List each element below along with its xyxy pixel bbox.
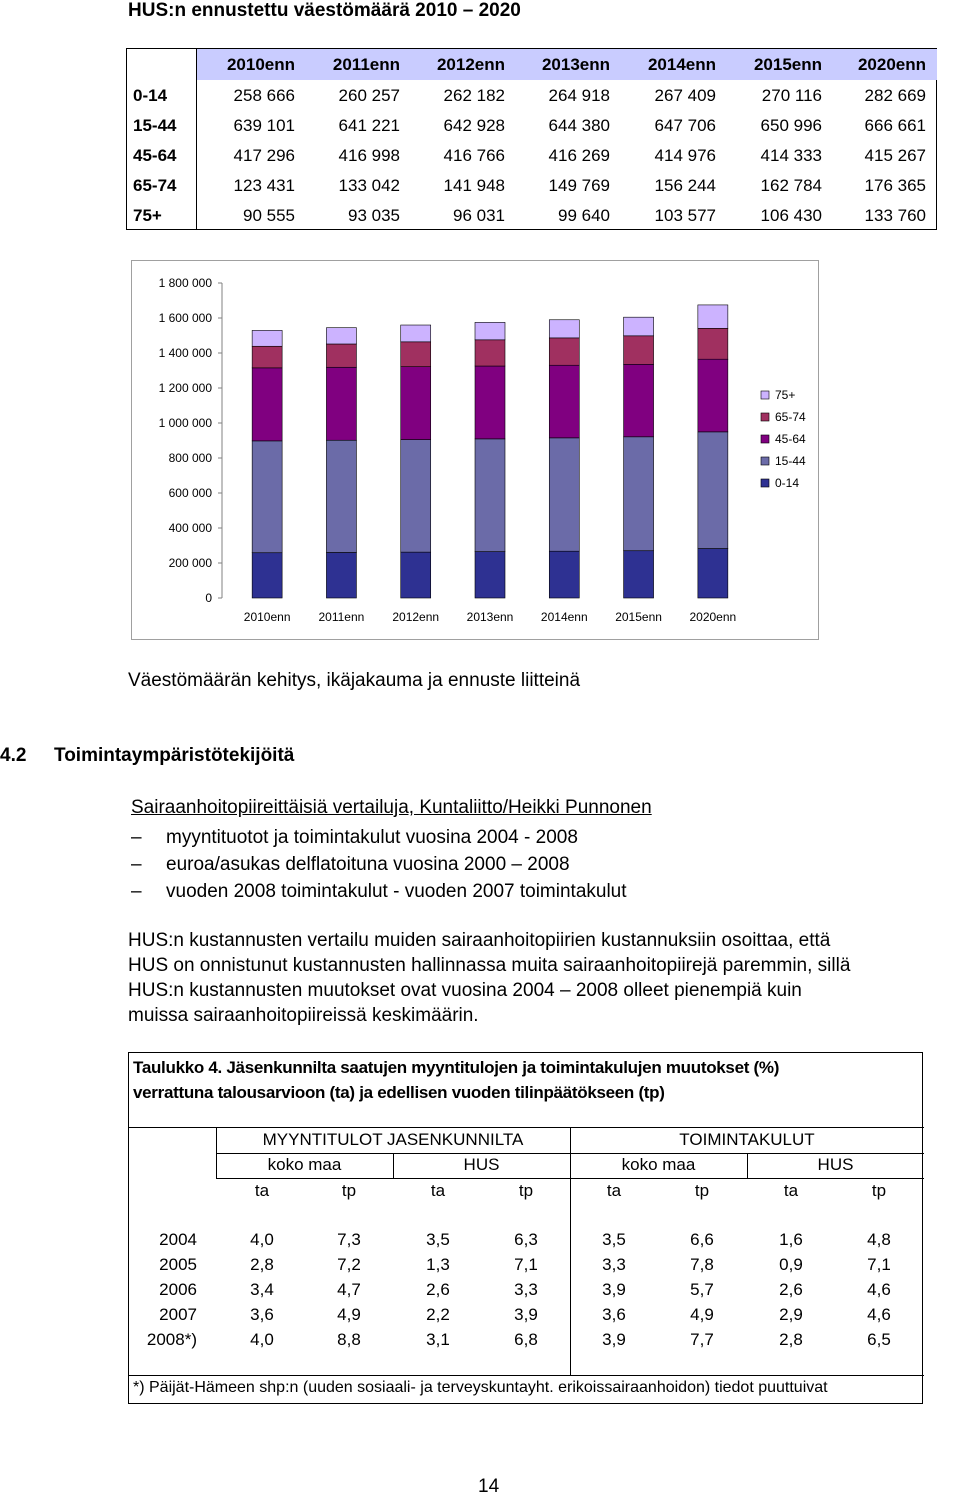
column-header: tp xyxy=(518,1181,534,1200)
y-tick-label: 1 000 000 xyxy=(158,416,212,430)
bar-45-64 xyxy=(401,367,431,440)
table-cell: 0,9 xyxy=(779,1255,803,1274)
x-tick-label: 2011enn xyxy=(318,610,365,624)
legend-label: 0-14 xyxy=(775,476,800,490)
table-cell: 1,3 xyxy=(426,1255,450,1274)
subheading: Sairaanhoitopiireittäisiä vertailuja, Kuntaliitto/Heikki Punnonen xyxy=(131,797,652,818)
table-cell: 3,3 xyxy=(602,1255,626,1274)
table-cell: 262 182 xyxy=(443,86,505,105)
table-cell: 1,6 xyxy=(779,1230,803,1249)
table-cell: 3,1 xyxy=(426,1330,450,1349)
table-cell: 3,6 xyxy=(602,1305,626,1324)
bar-75+ xyxy=(326,328,356,344)
table-cell: 2,8 xyxy=(779,1330,803,1349)
bar-45-64 xyxy=(549,365,579,438)
group-header: TOIMINTAKULUT xyxy=(679,1130,815,1149)
table-cell: 4,9 xyxy=(337,1305,361,1324)
column-header: 2020enn xyxy=(857,55,926,74)
x-tick-label: 2014enn xyxy=(540,610,588,624)
list-item: – euroa/asukas delflatoituna vuosina 2000 – 2008 xyxy=(131,853,570,875)
table-cell: 2,9 xyxy=(779,1305,803,1324)
y-tick-label: 200 000 xyxy=(168,556,212,570)
bar-15-44 xyxy=(401,440,431,553)
column-header: 2015enn xyxy=(753,55,822,74)
x-tick-label: 2020enn xyxy=(689,610,737,624)
legend-swatch xyxy=(761,413,769,421)
column-header: 2011enn xyxy=(332,55,400,74)
bar-0-14 xyxy=(624,551,654,598)
bar-45-64 xyxy=(326,367,356,440)
table-cell: 6,5 xyxy=(867,1330,891,1349)
table-cell: 96 031 xyxy=(453,206,505,225)
table-cell: 639 101 xyxy=(233,116,295,135)
table-cell: 7,8 xyxy=(690,1255,714,1274)
bullet-list xyxy=(131,824,627,905)
table-cell: 3,5 xyxy=(426,1230,450,1249)
x-tick-label: 2015enn xyxy=(615,610,662,624)
table-cell: 99 640 xyxy=(558,206,610,225)
table-cell: 2,2 xyxy=(426,1305,450,1324)
x-tick-label: 2010enn xyxy=(243,610,291,624)
table-cell: 2,6 xyxy=(779,1280,803,1299)
table-cell: 415 267 xyxy=(864,146,926,165)
bar-75+ xyxy=(698,305,728,328)
legend-swatch xyxy=(761,457,769,465)
table-cell: 4,6 xyxy=(867,1305,891,1324)
bar-0-14 xyxy=(401,552,431,598)
table-cell: 5,7 xyxy=(690,1280,714,1299)
bar-75+ xyxy=(549,320,579,338)
bar-65-74 xyxy=(624,336,654,364)
legend-label: 15-44 xyxy=(775,454,806,468)
table-cell: 133 760 xyxy=(864,206,926,225)
column-header: 2010enn xyxy=(226,55,295,74)
bar-75+ xyxy=(252,330,282,346)
table-4 xyxy=(128,1052,923,1404)
bar-75+ xyxy=(401,325,431,342)
year-label: 2007 xyxy=(159,1305,197,1324)
table-cell: 282 669 xyxy=(864,86,926,105)
year-label: 2008*) xyxy=(146,1330,197,1349)
bar-15-44 xyxy=(326,440,356,552)
row-label: 65-74 xyxy=(133,176,177,195)
row-label: 45-64 xyxy=(133,146,177,165)
table-cell: 417 296 xyxy=(233,146,295,165)
table-cell: 644 380 xyxy=(548,116,610,135)
dash-icon: – xyxy=(131,853,142,875)
column-header: ta xyxy=(783,1181,799,1200)
table-cell: 7,1 xyxy=(867,1255,891,1274)
y-tick-label: 1 400 000 xyxy=(158,346,212,360)
table-cell: 6,3 xyxy=(514,1230,538,1249)
table-cell: 414 976 xyxy=(654,146,716,165)
x-tick-label: 2012enn xyxy=(392,610,440,624)
bar-0-14 xyxy=(549,551,579,598)
sub-header: HUS xyxy=(463,1155,500,1174)
table-cell: 149 769 xyxy=(548,176,610,195)
table-cell: 414 333 xyxy=(760,146,822,165)
sub-header: koko maa xyxy=(621,1155,696,1174)
table-cell: 6,8 xyxy=(514,1330,538,1349)
table-cell: 103 577 xyxy=(654,206,716,225)
legend-swatch xyxy=(761,391,769,399)
table-cell: 176 365 xyxy=(864,176,926,195)
table-cell: 264 918 xyxy=(548,86,610,105)
year-label: 2004 xyxy=(159,1230,197,1249)
table-cell: 133 042 xyxy=(338,176,400,195)
bar-15-44 xyxy=(252,441,282,553)
group-header: MYYNTITULOT JASENKUNNILTA xyxy=(262,1130,524,1149)
table-cell: 3,9 xyxy=(602,1280,626,1299)
bar-15-44 xyxy=(698,432,728,549)
table-4-title: Taulukko 4. Jäsenkunnilta saatujen myyntitulojen ja toimintakulujen muutokset (%) verrattuna talousarvioon (ta) ja edellisen vuoden tilinpäätökseen (tp) xyxy=(133,1058,780,1102)
legend-swatch xyxy=(761,435,769,443)
table-cell: 416 998 xyxy=(338,146,400,165)
bar-0-14 xyxy=(475,552,505,598)
bar-15-44 xyxy=(624,437,654,551)
bar-65-74 xyxy=(326,344,356,367)
section-title-text: Toimintaympäristötekijöitä xyxy=(54,745,295,766)
table-cell: 3,9 xyxy=(602,1330,626,1349)
table-cell: 416 269 xyxy=(548,146,610,165)
population-chart xyxy=(131,260,819,640)
bar-45-64 xyxy=(475,366,505,439)
column-header: ta xyxy=(254,1181,270,1200)
y-tick-label: 0 xyxy=(205,591,212,605)
table-cell: 642 928 xyxy=(443,116,505,135)
table-cell: 3,9 xyxy=(514,1305,538,1324)
column-header: 2013enn xyxy=(541,55,610,74)
bar-45-64 xyxy=(698,359,728,432)
chart-svg xyxy=(132,261,820,641)
legend-label: 75+ xyxy=(775,388,796,402)
column-header: ta xyxy=(606,1181,622,1200)
table-cell: 141 948 xyxy=(443,176,505,195)
legend-label: 65-74 xyxy=(775,410,806,424)
table-cell: 270 116 xyxy=(761,86,822,105)
column-header: 2014enn xyxy=(647,55,716,74)
table-cell: 2,6 xyxy=(426,1280,450,1299)
table-cell: 7,2 xyxy=(337,1255,361,1274)
x-tick-label: 2013enn xyxy=(466,610,514,624)
legend-swatch xyxy=(761,479,769,487)
bar-0-14 xyxy=(326,552,356,598)
page-heading: HUS:n ennustettu väestömäärä 2010 – 2020 xyxy=(128,0,521,21)
column-header: 2012enn xyxy=(436,55,505,74)
year-label: 2006 xyxy=(159,1280,197,1299)
body-paragraph: HUS:n kustannusten vertailu muiden sairaanhoitopiirien kustannuksiin osoittaa, että HUS on onnistunut kustannusten hallinnassa muita sairaanhoitopiirejä paremmin, sillä HUS:n kustannusten muutokset ovat vuosina 2004 – 2008 olleet pienempiä kuin muissa sairaanhoitopiireissä keskimäärin. xyxy=(128,930,851,1026)
table-cell: 260 257 xyxy=(338,86,400,105)
table-cell: 123 431 xyxy=(233,176,295,195)
bar-65-74 xyxy=(698,328,728,359)
population-forecast-table xyxy=(126,48,937,230)
row-label: 15-44 xyxy=(133,116,177,135)
bar-45-64 xyxy=(252,368,282,441)
table-cell: 4,7 xyxy=(337,1280,361,1299)
table-cell: 93 035 xyxy=(348,206,400,225)
bar-65-74 xyxy=(549,338,579,365)
table-cell: 106 430 xyxy=(760,206,822,225)
section-title xyxy=(0,745,294,767)
legend-label: 45-64 xyxy=(775,432,806,446)
table-cell: 90 555 xyxy=(243,206,295,225)
table-cell: 7,7 xyxy=(690,1330,714,1349)
bar-0-14 xyxy=(252,553,282,598)
table-cell: 156 244 xyxy=(654,176,716,195)
dash-icon: – xyxy=(131,880,142,902)
bar-65-74 xyxy=(475,340,505,366)
y-tick-label: 1 200 000 xyxy=(158,381,212,395)
table-cell: 7,1 xyxy=(514,1255,538,1274)
bar-0-14 xyxy=(698,549,728,598)
table-cell: 8,8 xyxy=(337,1330,361,1349)
bar-75+ xyxy=(624,317,654,336)
table-cell: 4,0 xyxy=(250,1330,274,1349)
section-number: 4.2 xyxy=(0,745,27,766)
table-cell: 4,9 xyxy=(690,1305,714,1324)
column-header: tp xyxy=(871,1181,887,1200)
table-cell: 3,5 xyxy=(602,1230,626,1249)
row-label: 0-14 xyxy=(133,86,168,105)
y-tick-label: 1 800 000 xyxy=(158,276,212,290)
column-header: tp xyxy=(694,1181,710,1200)
table-cell: 650 996 xyxy=(760,116,822,135)
table-cell: 267 409 xyxy=(654,86,716,105)
y-tick-label: 600 000 xyxy=(168,486,212,500)
chart-caption: Väestömäärän kehitys, ikäjakauma ja ennuste liitteinä xyxy=(128,670,581,691)
table-cell: 666 661 xyxy=(864,116,926,135)
table-cell: 7,3 xyxy=(337,1230,361,1249)
table-4-footnote: *) Päijät-Hämeen shp:n (uuden sosiaali- ja terveyskuntayht. erikoissairaanhoidon) tiedot puuttuivat xyxy=(133,1379,828,1396)
bar-65-74 xyxy=(401,342,431,367)
table-cell: 3,6 xyxy=(250,1305,274,1324)
bar-65-74 xyxy=(252,346,282,368)
table-cell: 2,8 xyxy=(250,1255,274,1274)
list-item: – vuoden 2008 toimintakulut - vuoden 2007 toimintakulut xyxy=(131,880,627,902)
row-label: 75+ xyxy=(133,206,162,225)
year-label: 2005 xyxy=(159,1255,197,1274)
table-cell: 4,6 xyxy=(867,1280,891,1299)
dash-icon: – xyxy=(131,826,142,848)
table-cell: 258 666 xyxy=(233,86,295,105)
table-cell: 4,8 xyxy=(867,1230,891,1249)
bar-45-64 xyxy=(624,364,654,437)
list-item: – myyntituotot ja toimintakulut vuosina 2004 - 2008 xyxy=(131,826,578,848)
bar-15-44 xyxy=(475,439,505,552)
table-cell: 162 784 xyxy=(760,176,822,195)
table-cell: 641 221 xyxy=(338,116,400,135)
y-tick-label: 400 000 xyxy=(168,521,212,535)
page-number: 14 xyxy=(478,1476,500,1497)
table-cell: 647 706 xyxy=(654,116,716,135)
table-cell: 4,0 xyxy=(250,1230,274,1249)
sub-header: HUS xyxy=(817,1155,854,1174)
y-tick-label: 800 000 xyxy=(168,451,212,465)
table-cell: 6,6 xyxy=(690,1230,714,1249)
table-cell: 416 766 xyxy=(443,146,505,165)
y-tick-label: 1 600 000 xyxy=(158,311,212,325)
sub-header: koko maa xyxy=(267,1155,342,1174)
column-header: ta xyxy=(430,1181,446,1200)
table-cell: 3,3 xyxy=(514,1280,538,1299)
bar-75+ xyxy=(475,322,505,339)
table-cell: 3,4 xyxy=(250,1280,274,1299)
bar-15-44 xyxy=(549,438,579,551)
column-header: tp xyxy=(341,1181,357,1200)
